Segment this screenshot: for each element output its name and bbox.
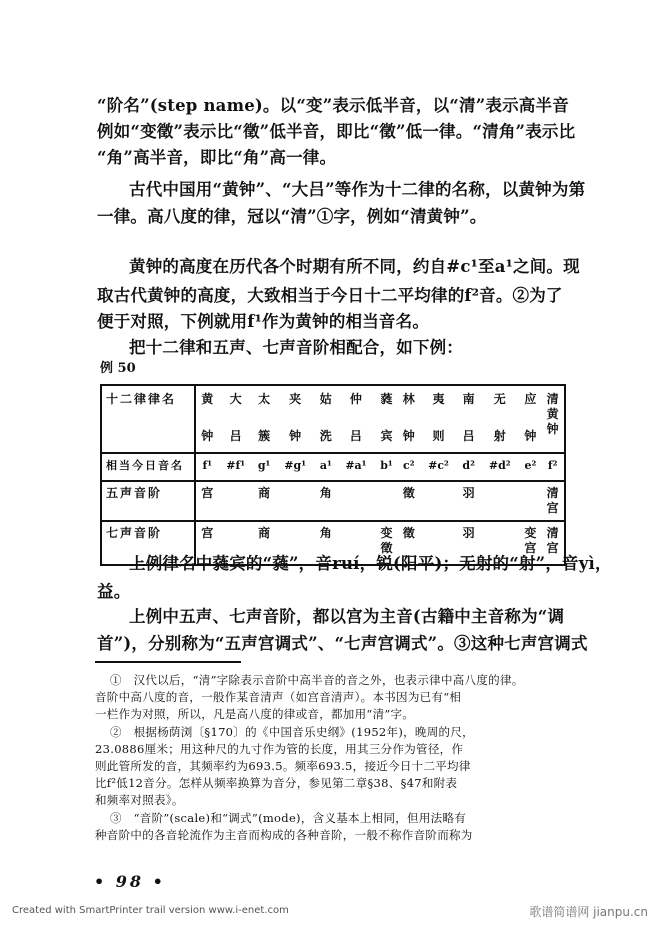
row-label: 相当今日音名 — [101, 453, 195, 481]
table-cell — [480, 453, 519, 481]
table-cell — [420, 481, 458, 521]
cell-char: 宫 — [201, 526, 214, 540]
cell-char: 角 — [319, 526, 332, 540]
creator-note: Created with SmartPrinter trail version www.i-enet.com — [12, 905, 289, 916]
table-cell — [541, 453, 565, 481]
cell-char: #c² — [428, 459, 449, 472]
body-line: 黄钟的高度在历代各个时期有所不同，约自#c¹至a¹之间。现 — [129, 257, 580, 276]
cell-char: 钟 — [524, 429, 537, 443]
table-cell — [253, 453, 276, 481]
cell-char: a¹ — [319, 459, 332, 472]
table-cell — [375, 481, 398, 521]
cell-char: 清 — [546, 392, 559, 406]
cell-char: 大 — [229, 392, 242, 406]
table-cell — [275, 453, 314, 481]
cell-char: 应 — [524, 392, 537, 406]
cell-char: 宫 — [201, 486, 214, 500]
cell-char: 羽 — [462, 526, 475, 540]
table-cell — [195, 385, 219, 453]
cell-char: 黄 — [546, 407, 559, 421]
body-line: 取古代黄钟的高度，大致相当于今日十二平均律的f²音。②为了 — [97, 286, 563, 305]
table-cell — [519, 453, 541, 481]
body-line: 古代中国用“黄钟”、“大吕”等作为十二律的名称，以黄钟为第 — [129, 180, 586, 199]
table-cell — [315, 385, 337, 453]
cell-char: 商 — [258, 486, 271, 500]
table-cell — [398, 385, 420, 453]
cell-char: 林 — [402, 392, 415, 406]
table-cell — [275, 481, 314, 521]
cell-char: 宾 — [380, 429, 393, 443]
cell-char: 羽 — [462, 486, 475, 500]
body-line: 把十二律和五声、七声音阶相配合，如下例： — [129, 338, 463, 357]
table-cell — [457, 453, 480, 481]
row-label: 十二律律名 — [101, 385, 195, 453]
body-line: “阶名”(step name)。以“变”表示低半音，以“清”表示高半音 — [97, 96, 569, 115]
table-cell — [541, 481, 565, 521]
table-cell — [457, 385, 480, 453]
cell-char: #g¹ — [284, 459, 307, 472]
cell-char: 宫 — [546, 501, 559, 515]
table-cell — [480, 385, 519, 453]
footnote-line: 和频率对照表》。 — [95, 793, 184, 807]
cell-char: 黄 — [201, 392, 214, 406]
table-cell — [195, 481, 219, 521]
table-cell — [420, 453, 458, 481]
footnote-divider — [95, 661, 241, 663]
cell-char: e² — [524, 459, 537, 472]
table-cell — [398, 481, 420, 521]
cell-char: 清 — [546, 526, 559, 540]
table-cell — [420, 385, 458, 453]
table-cell — [457, 481, 480, 521]
table-cell — [315, 453, 337, 481]
cell-char: 钟 — [402, 429, 415, 443]
cell-char: 太 — [258, 392, 271, 406]
cell-char: 徵 — [380, 541, 393, 555]
cell-char: 徵 — [402, 486, 415, 500]
cell-char: 吕 — [462, 429, 475, 443]
footnote-line: 比f²低12音分。怎样从频率换算为音分，参见第二章§38、§47和附表 — [95, 776, 458, 790]
cell-char: 蕤 — [380, 392, 393, 406]
cell-char: 钟 — [289, 429, 302, 443]
cell-char: 姑 — [319, 392, 332, 406]
table-cell — [375, 385, 398, 453]
footnote-line: 音阶中高八度的音，一般作某音清声（如宫音清声）。本书因为已有“相 — [95, 690, 462, 704]
lu-table — [100, 384, 566, 566]
cell-char: #d² — [488, 459, 511, 472]
table-cell — [275, 385, 314, 453]
cell-char: 清 — [546, 486, 559, 500]
table-cell — [375, 453, 398, 481]
table-cell — [253, 385, 276, 453]
body-line: 益。 — [97, 582, 131, 601]
cell-char: d² — [462, 459, 475, 472]
cell-char: 变 — [524, 526, 537, 540]
cell-char: 宫 — [524, 541, 537, 555]
table-cell — [398, 453, 420, 481]
table-row — [101, 453, 565, 481]
footnote-line: ② 根据杨荫浏〔§170〕的《中国音乐史纲》(1952年)，晚周的尺， — [110, 725, 474, 739]
table-cell — [219, 385, 253, 453]
body-line: 例如“变徵”表示比“徵”低半音，即比“徵”低一律。“清角”表示比 — [97, 122, 576, 141]
table-cell — [253, 481, 276, 521]
cell-char: f² — [547, 459, 558, 472]
page-number: • 98 • — [94, 872, 166, 891]
cell-char: 夹 — [289, 392, 302, 406]
table-cell — [541, 385, 565, 453]
table-cell — [519, 385, 541, 453]
example-label: 例 50 — [100, 361, 136, 376]
table-cell — [337, 385, 375, 453]
footnote-line: ① 汉代以后，“清”字除表示音阶中高半音的音之外，也表示律中高八度的律。 — [110, 673, 524, 687]
table-cell — [219, 453, 253, 481]
cell-char: g¹ — [257, 459, 271, 472]
cell-char: 徵 — [402, 526, 415, 540]
cell-char: b¹ — [380, 459, 393, 472]
row-label: 五声音阶 — [101, 481, 195, 521]
table-row — [101, 481, 565, 521]
cell-char: 夷 — [432, 392, 445, 406]
cell-char: #f¹ — [226, 459, 246, 472]
table-cell — [315, 481, 337, 521]
footnote-line: 则此管所发的音，其频率约为693.5。频率693.5，接近今日十二平均律 — [95, 759, 471, 773]
table-cell — [519, 481, 541, 521]
cell-char: 射 — [493, 429, 506, 443]
table-cell — [337, 481, 375, 521]
cell-char: 吕 — [229, 429, 242, 443]
body-line: 首”)，分别称为“五声宫调式”、“七声宫调式”。③这种七声宫调式 — [97, 634, 588, 653]
cell-char: 宫 — [546, 541, 559, 555]
cell-char: c² — [403, 459, 415, 472]
cell-char: #a¹ — [345, 459, 367, 472]
cell-char: f¹ — [202, 459, 213, 472]
footnote-line: ③ “音阶”(scale)和“调式”(mode)，含义基本上相同，但用法略有 — [110, 811, 467, 825]
body-line: 一律。高八度的律，冠以“清”①字，例如“清黄钟”。 — [97, 207, 487, 226]
cell-char: 洗 — [319, 429, 332, 443]
body-line: 上例律名中蕤宾的“蕤”，音ruí，锐(阳平)；无射的“射”，音yì， — [129, 554, 612, 573]
cell-char: 无 — [493, 392, 506, 406]
footnote-line: 一栏作为对照，所以，凡是高八度的律或音，都加用“清”字。 — [95, 707, 415, 721]
body-line: 上例中五声、七声音阶，都以宫为主音(古籍中主音称为“调 — [129, 607, 565, 626]
cell-char: 仲 — [349, 392, 362, 406]
cell-char: 钟 — [546, 422, 559, 436]
cell-char: 变 — [380, 526, 393, 540]
watermark: 歌谱简谱网 jianpu.cn — [529, 905, 648, 919]
footnote-line: 23.0886厘米；用这种尺的九寸作为管的长度，用其三分作为管径，作 — [95, 742, 464, 756]
row-label: 七声音阶 — [101, 521, 195, 565]
cell-char: 则 — [432, 429, 445, 443]
table-cell — [219, 481, 253, 521]
table-row — [101, 385, 565, 453]
table-cell — [337, 453, 375, 481]
cell-char: 钟 — [201, 429, 214, 443]
cell-char: 南 — [462, 392, 475, 406]
cell-char: 角 — [319, 486, 332, 500]
table-cell — [195, 453, 219, 481]
cell-char: 商 — [258, 526, 271, 540]
footnote-line: 种音阶中的各音轮流作为主音而构成的各种音阶，一般不称作音阶而称为 — [95, 828, 473, 842]
cell-char: 吕 — [349, 429, 362, 443]
cell-char: 簇 — [258, 429, 271, 443]
body-line: 便于对照，下例就用f¹作为黄钟的相当音名。 — [97, 312, 430, 331]
table-cell — [480, 481, 519, 521]
body-line: “角”高半音，即比“角”高一律。 — [97, 148, 337, 167]
